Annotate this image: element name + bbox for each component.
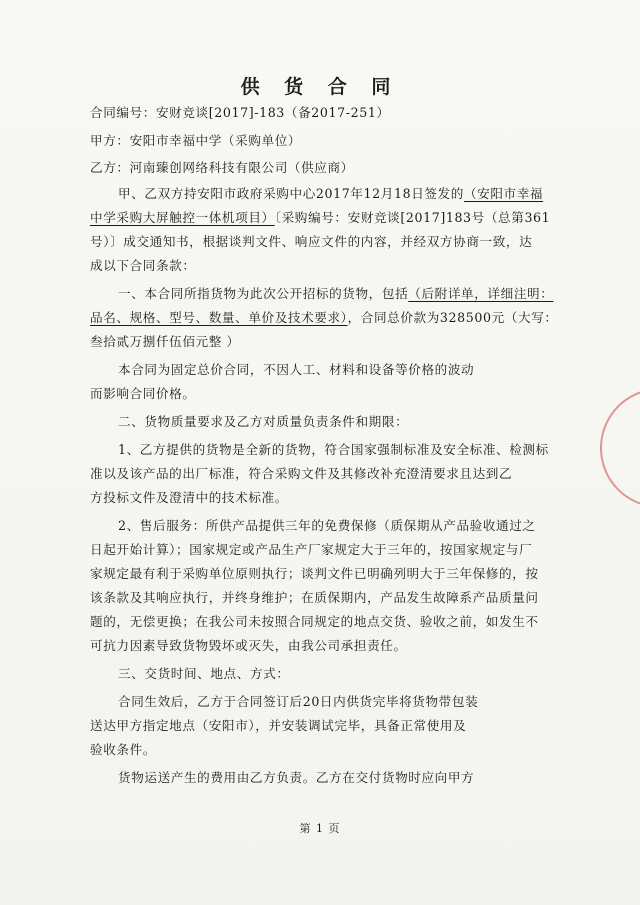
intro-line-2 xyxy=(90,210,560,226)
clause-3-heading: 三、交货时间、地点、方式： xyxy=(118,666,290,681)
intro-text: 甲、乙双方持安阳市政府采购中心2017年12月18日签发的 xyxy=(118,186,464,201)
fixed-price-line-2: 而影响合同价格。 xyxy=(90,386,196,401)
clause-3-p1-line-1: 合同生效后，乙方于合同签订后20日内供货完毕将货物带包装 xyxy=(118,694,479,709)
contract-number: 合同编号：安财竞谈[2017]-183（备2017-251） xyxy=(90,105,390,120)
project-name-underlined: 中学采购大屏触控一体机项目） xyxy=(90,210,275,225)
document-title: 供 货 合 同 xyxy=(240,76,400,98)
clause-1-text: 一、本合同所指货物为此次公开招标的货物，包括 xyxy=(118,286,409,301)
goods-detail-underlined: 品名、规格、型号、数量、单价及技术要求） xyxy=(90,310,348,325)
clause-3-p1-line-3: 验收条件。 xyxy=(90,742,156,757)
clause-2-1-line-1: 1、乙方提供的货物是全新的货物，符合国家强制标准及安全标准、检测标 xyxy=(118,442,549,457)
total-price: ，合同总价款为328500元（大写： xyxy=(347,310,558,325)
procurement-number: 〔采购编号：安财竞谈[2017]183号（总第361 xyxy=(274,210,551,225)
clause-3-p1-line-2: 送达甲方指定地点（安阳市），并安装调试完毕，具备正常使用及 xyxy=(90,718,467,733)
clause-1-line-1 xyxy=(118,286,588,302)
clause-2-2-line-5: 题的，无偿更换；在我公司未按照合同规定的地点交货、验收之前，如发生不 xyxy=(90,614,539,629)
goods-detail-underlined: （后附详单，详细注明： xyxy=(408,286,554,301)
clause-2-1-line-2: 准以及该产品的出厂标准，符合采购文件及其修改补充澄清要求且达到乙 xyxy=(90,466,513,481)
intro-line-3: 号）〕成交通知书，根据谈判文件、响应文件的内容，并经双方协商一致，达 xyxy=(90,234,533,249)
clause-2-2-line-1: 2、售后服务：所供产品提供三年的免费保修（质保期从产品验收通过之 xyxy=(118,518,536,533)
project-name-underlined: （安阳市幸福 xyxy=(463,186,544,201)
party-b: 乙方：河南臻创网络科技有限公司（供应商） xyxy=(90,160,354,175)
clause-2-2-line-4: 该条款及其响应执行，并终身维护；在质保期内，产品发生故障系产品质量问 xyxy=(90,590,539,605)
clause-2-2-line-2: 日起开始计算）；国家规定或产品生产厂家规定大于三年的，按国家规定与厂 xyxy=(90,542,533,557)
intro-line-1 xyxy=(118,186,588,202)
clause-3-p2-line-1: 货物运送产生的费用由乙方负责。乙方在交付货物时应向甲方 xyxy=(118,770,475,785)
clause-2-heading: 二、货物质量要求及乙方对质量负责条件和期限： xyxy=(118,414,409,429)
fixed-price-line-1: 本合同为固定总价合同，不因人工、材料和设备等价格的波动 xyxy=(118,362,475,377)
clause-2-2-line-6: 可抗力因素导致货物毁坏或灭失，由我公司承担责任。 xyxy=(90,638,407,653)
clause-2-1-line-3: 方投标文件及澄清中的技术标准。 xyxy=(90,490,288,505)
official-seal-stamp xyxy=(600,388,640,508)
page-number: 第 1 页 xyxy=(299,822,341,835)
intro-line-4: 成以下合同条款： xyxy=(90,258,196,273)
party-a: 甲方：安阳市幸福中学（采购单位） xyxy=(90,133,302,148)
clause-1-line-2 xyxy=(90,310,560,326)
clause-2-2-line-3: 家规定最有利于采购单位原则执行；谈判文件已明确列明大于三年保修的，按 xyxy=(90,566,539,581)
clause-1-line-3: 叁拾贰万捌仟伍佰元整 ） xyxy=(90,334,240,349)
